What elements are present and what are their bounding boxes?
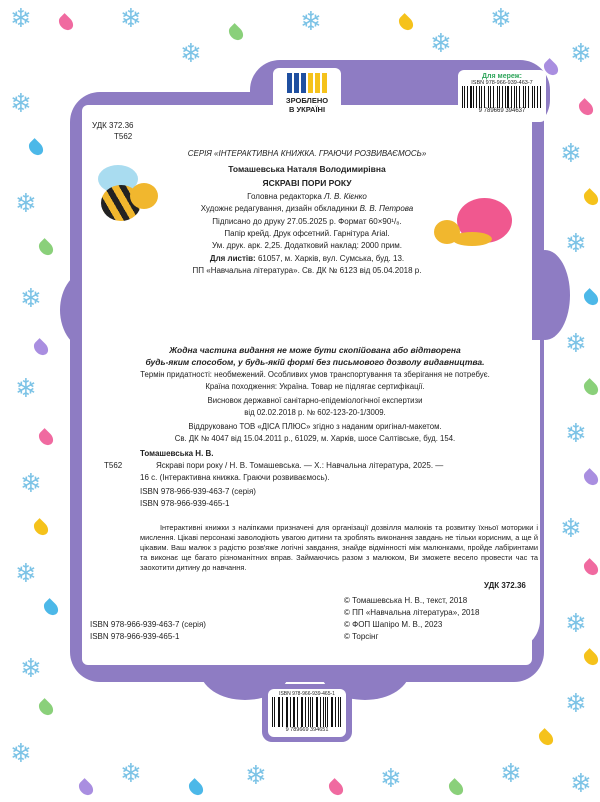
drop-icon xyxy=(36,698,56,718)
copyright-notice: будь-яким способом, у будь-якій формі без письмового дозволу видавництва. xyxy=(145,357,485,367)
network-barcode xyxy=(458,70,546,122)
barcode-bar xyxy=(470,86,472,108)
barcode-bar xyxy=(514,86,515,108)
drop-icon xyxy=(36,238,56,258)
imprint-line: Ум. друк. арк. 2,25. Додатковий наклад: 2000 прим. xyxy=(211,241,402,250)
barcode-bar xyxy=(287,697,288,727)
imprint-line: Папір крейд. Друк офсетний. Гарнітура Arial. xyxy=(224,229,390,238)
snowflake-icon: ❄ xyxy=(180,38,202,68)
bottom-barcode xyxy=(268,689,346,737)
catalog-isbn: ISBN 978-966-939-465-1 xyxy=(140,499,230,508)
drop-icon xyxy=(581,558,600,578)
letters-label: Для листів: xyxy=(209,254,256,263)
barcode-isbn: ISBN 978-966-939-463-7 xyxy=(471,80,533,86)
editor-label: Головна редакторка xyxy=(247,192,322,201)
barcode-bar xyxy=(519,86,520,108)
barcode-bar xyxy=(335,697,336,727)
copyright-line: © ФОП Шапіро М. В., 2023 xyxy=(344,620,443,629)
drop-icon xyxy=(581,648,600,668)
drop-icon xyxy=(76,778,96,798)
barcode-bar xyxy=(499,86,500,108)
barcode-bar xyxy=(279,697,280,727)
book-title: ЯСКРАВІ ПОРИ РОКУ xyxy=(262,178,352,188)
barcode-bar xyxy=(462,86,463,108)
barcode-label: Для мереж: xyxy=(482,73,522,80)
drop-icon xyxy=(26,138,46,158)
badge-text: В УКРАЇНІ xyxy=(288,105,326,114)
barcode-bar xyxy=(523,86,524,108)
isbn-line: ISBN 978-966-939-463-7 (серія) xyxy=(90,620,206,629)
catalog-code: Т562 xyxy=(104,461,123,470)
barcode-bar xyxy=(528,86,529,108)
barcode-isbn: ISBN 978-966-939-465-1 xyxy=(279,691,335,697)
imprint-line: Підписано до друку 27.05.2025 р. Формат 60×90¹/₈. xyxy=(212,217,402,226)
snowflake-icon: ❄ xyxy=(20,468,42,498)
storage-line: Термін придатності: необмежений. Особливих умов транспортування та зберігання не потребує. xyxy=(140,370,490,379)
snowflake-icon: ❄ xyxy=(20,283,42,313)
snowflake-icon: ❄ xyxy=(10,88,32,118)
snowflake-icon: ❄ xyxy=(245,760,267,790)
barcode-bar xyxy=(537,86,538,108)
book-description: Інтерактивні книжки з наліпками призначені для організації дозвілля малюків та розвитку їхньої моторики і мислення. Цікаві персонажі заволодіють увагою дитини та зроблять виконання завдань не тільки корисним, а ще й цікавим. Ваш малюк з радістю розв'яже логічні завдання, знайде відмінності між малюнками, пройде лабіринтами та виконає ще багато різноманітних вправ. Займаючись разом з малюком, Ви зможете весело провести час та заохотити дитину до навчання. xyxy=(140,523,538,572)
barcode-bars xyxy=(462,86,542,108)
snowflake-icon: ❄ xyxy=(565,688,587,718)
snowflake-icon: ❄ xyxy=(10,3,32,33)
barcode-bar xyxy=(493,86,494,108)
expertise-line: Висновок державної санітарно-епідеміологічної експертизи xyxy=(207,396,423,405)
barcode-digits: 9 789669 394637 xyxy=(478,108,526,114)
snowflake-icon: ❄ xyxy=(565,418,587,448)
snowflake-icon: ❄ xyxy=(565,608,587,638)
author-name: Томашевська Наталя Володимирівна xyxy=(228,164,386,174)
snowflake-icon: ❄ xyxy=(565,228,587,258)
flag-bars-icon xyxy=(273,73,341,93)
drop-icon xyxy=(31,518,51,538)
badge-text: ЗРОБЛЕНО xyxy=(285,96,329,105)
barcode-bar xyxy=(327,697,328,727)
barcode-bar xyxy=(490,86,491,108)
barcode-bar xyxy=(325,697,326,727)
barcode-bar xyxy=(511,86,512,108)
publisher-line: ПП «Навчальна література». Св. ДК № 6123 від 05.04.2018 р. xyxy=(192,266,422,275)
drop-icon xyxy=(446,778,466,798)
isbn-line: ISBN 978-966-939-465-1 xyxy=(90,632,180,641)
barcode-bar xyxy=(507,86,509,108)
barcode-bar xyxy=(297,697,298,727)
barcode-bar xyxy=(505,86,506,108)
barcode-digits: 9 789669 394651 xyxy=(285,727,329,733)
drop-icon xyxy=(56,13,76,33)
snowflake-icon: ❄ xyxy=(560,138,582,168)
snowflake-icon: ❄ xyxy=(120,3,142,33)
udk-label: УДК 372.36 xyxy=(92,121,134,130)
drop-icon xyxy=(186,778,206,798)
barcode-bar xyxy=(481,86,482,108)
barcode-bar xyxy=(525,86,527,108)
artist-name: В. В. Петрова xyxy=(359,204,414,213)
barcode-bar xyxy=(532,86,533,108)
snowflake-icon: ❄ xyxy=(15,188,37,218)
snowflake-icon: ❄ xyxy=(430,28,452,58)
artist-label: Художнє редагування, дизайн обкладинки xyxy=(200,204,358,213)
snowflake-icon: ❄ xyxy=(20,653,42,683)
drop-icon xyxy=(41,598,61,618)
copyright-line: © Торсінг xyxy=(344,632,379,641)
barcode-bar xyxy=(497,86,498,108)
barcode-bar xyxy=(534,86,535,108)
snowflake-icon: ❄ xyxy=(300,6,322,36)
snowflake-icon: ❄ xyxy=(10,738,32,768)
drop-icon xyxy=(36,428,56,448)
letters-address: 61057, м. Харків, вул. Сумська, буд. 13. xyxy=(257,254,405,263)
barcode-bar xyxy=(502,86,503,108)
snowflake-icon: ❄ xyxy=(490,3,512,33)
snowflake-icon: ❄ xyxy=(565,328,587,358)
barcode-bar xyxy=(467,86,468,108)
series-title: СЕРІЯ «ІНТЕРАКТИВНА КНИЖКА. ГРАЮЧИ РОЗВИВАЄМОСЬ» xyxy=(187,149,427,158)
barcode-bar xyxy=(274,697,275,727)
catalog-author: Томашевська Н. В. xyxy=(140,449,214,458)
drop-icon xyxy=(581,288,600,308)
barcode-bar xyxy=(479,86,480,108)
catalog-entry: 16 с. (Інтерактивна книжка. Граючи розвиваємось). xyxy=(140,473,330,482)
snowflake-icon: ❄ xyxy=(380,763,402,793)
snowflake-icon: ❄ xyxy=(15,558,37,588)
barcode-bar xyxy=(305,697,306,727)
barcode-bar xyxy=(540,86,541,108)
snowflake-icon: ❄ xyxy=(570,768,592,798)
printed-line: Віддруковано ТОВ «ДІСА ПЛЮС» згідно з наданим оригінал-макетом. xyxy=(188,422,442,431)
expertise-line: від 02.02.2018 р. № 602-123-20-1/3009. xyxy=(244,408,386,417)
catalog-entry: Яскраві пори року / Н. В. Томашевська. — Х.: Навчальна література, 2025. — xyxy=(156,461,444,470)
udk-bottom: УДК 372.36 xyxy=(484,581,526,590)
drop-icon xyxy=(396,13,416,33)
bee-illustration xyxy=(98,165,168,225)
barcode-bar xyxy=(473,86,474,108)
drop-icon xyxy=(581,188,600,208)
drop-icon xyxy=(326,778,346,798)
barcode-bar xyxy=(516,86,517,108)
catalog-isbn: ISBN 978-966-939-463-7 (серія) xyxy=(140,487,256,496)
barcode-bar xyxy=(484,86,485,108)
copyright-line: © ПП «Навчальна література», 2018 xyxy=(344,608,480,617)
editor-name: Л. В. Кієнко xyxy=(324,192,367,201)
barcode-bar xyxy=(312,697,313,727)
drop-icon xyxy=(226,23,246,43)
drop-icon xyxy=(31,338,51,358)
barcode-bar xyxy=(476,86,477,108)
made-in-ukraine-badge xyxy=(273,68,341,120)
drop-icon xyxy=(581,468,600,488)
barcode-bars xyxy=(272,697,342,727)
barcode-bar xyxy=(464,86,465,108)
copyright-notice: Жодна частина видання не може бути скопійована або відтворена xyxy=(169,345,461,355)
storage-line: Країна походження: Україна. Товар не підлягає сертифікації. xyxy=(205,382,425,391)
code-label: Т562 xyxy=(114,132,133,141)
drop-icon xyxy=(536,728,556,748)
barcode-bar xyxy=(294,697,295,727)
printed-line: Св. ДК № 4047 від 15.04.2011 р., 61029, м. Харків, шосе Салтівське, буд. 154. xyxy=(174,434,456,443)
barcode-bar xyxy=(488,86,490,108)
drop-icon xyxy=(576,98,596,118)
snowflake-icon: ❄ xyxy=(15,373,37,403)
butterfly-illustration xyxy=(432,198,517,258)
copyright-line: © Томашевська Н. В., текст, 2018 xyxy=(344,596,468,605)
snowflake-icon: ❄ xyxy=(500,758,522,788)
snowflake-icon: ❄ xyxy=(570,38,592,68)
snowflake-icon: ❄ xyxy=(560,513,582,543)
drop-icon xyxy=(581,378,600,398)
barcode-bar xyxy=(317,697,318,727)
snowflake-icon: ❄ xyxy=(120,758,142,788)
